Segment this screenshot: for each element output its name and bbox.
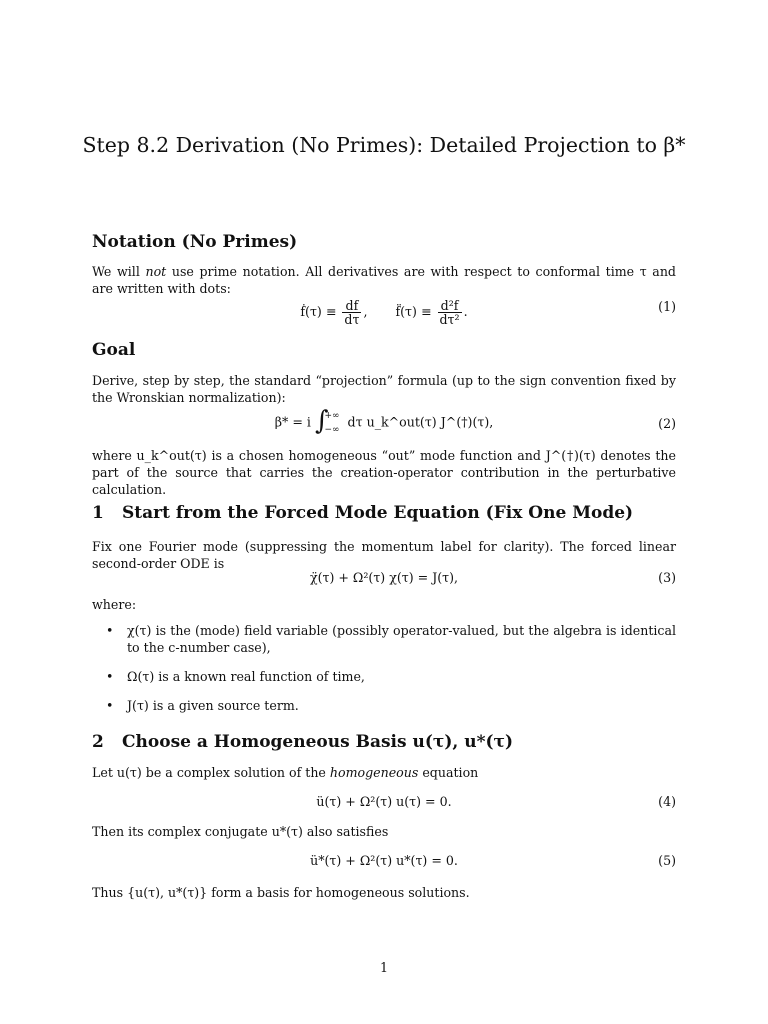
list-item xyxy=(92,622,676,656)
eq1-separator: , xyxy=(363,304,368,319)
eq3-body: χ̈(τ) + Ω²(τ) χ(τ) = J(τ), xyxy=(309,570,459,585)
bullet-text-3: J(τ) is a given source term. xyxy=(127,698,299,713)
equation-4 xyxy=(92,788,676,818)
page-number: 1 xyxy=(379,960,388,975)
eq1-den1: dτ xyxy=(344,312,360,327)
eq4-tag: (4) xyxy=(658,794,676,809)
eq2-lower-limit: −∞ xyxy=(324,425,340,435)
integral-sign: ∫ xyxy=(314,406,329,436)
heading-section-1 xyxy=(92,503,633,523)
eq5-tag: (5) xyxy=(658,853,676,868)
section-1-bullet-list xyxy=(92,622,676,726)
section-1-paragraph: Fix one Fourier mode (suppressing the momentum label for clarity). The forced linear second-order ODE is xyxy=(92,539,676,571)
bullet-icon: • xyxy=(106,669,114,684)
eq3-tag: (3) xyxy=(658,570,676,585)
bullet-icon: • xyxy=(106,623,114,638)
heading-goal: Goal xyxy=(92,340,136,360)
bullet-text-2: Ω(τ) is a known real function of time, xyxy=(127,669,365,684)
notation-emphasis: not xyxy=(145,264,167,279)
eq1-end: . xyxy=(463,304,468,319)
eq2-rhs: dτ u_k^out(τ) J^(†)(τ), xyxy=(347,414,494,430)
eq1-den2: dτ² xyxy=(439,312,460,327)
heading-section-2 xyxy=(92,732,513,752)
eq5-body: ü*(τ) + Ω²(τ) u*(τ) = 0. xyxy=(310,853,458,868)
eq1-lhs2: f̈(τ) ≡ xyxy=(395,304,436,319)
bullet-text-1: χ(τ) is the (mode) field variable (possibly operator-valued, but the algebra is identical to the c-number case), xyxy=(127,623,676,655)
goal-paragraph-2: where u_k^out(τ) is a chosen homogeneous “out” mode function and J^(†)(τ) denotes the part of the source that carries the creation-operator contribution in the perturbative calculation. xyxy=(92,448,676,497)
section-1-where: where: xyxy=(92,597,137,612)
section-2-number: 2 xyxy=(92,732,104,752)
eq1-lhs1: ḟ(τ) ≡ xyxy=(300,304,341,319)
heading-notation: Notation (No Primes) xyxy=(92,232,298,252)
equation-1 xyxy=(92,293,676,327)
eq1-tag: (1) xyxy=(658,299,676,314)
section-1-title: Start from the Forced Mode Equation (Fix One Mode) xyxy=(122,503,634,523)
equation-3 xyxy=(92,564,676,594)
eq1-num1: df xyxy=(342,299,361,313)
s2-emphasis: homogeneous xyxy=(329,765,419,780)
notation-text-a: We will xyxy=(92,264,146,279)
section-2-title: Choose a Homogeneous Basis u(τ), u*(τ) xyxy=(122,732,513,752)
s2-text-b: equation xyxy=(418,765,479,780)
eq1-fraction-2 xyxy=(438,299,462,326)
notation-text-b: use prime notation. All derivatives are with respect to conformal time τ and are written with dots: xyxy=(92,264,676,296)
list-item xyxy=(92,668,676,685)
goal-paragraph-1: Derive, step by step, the standard “projection” formula (up to the sign convention fixed by the Wronskian normalization): xyxy=(92,373,676,405)
eq2-tag: (2) xyxy=(658,416,676,431)
bullet-icon: • xyxy=(106,698,114,713)
equation-5 xyxy=(92,847,676,877)
list-item xyxy=(92,697,676,714)
s2-text-a: Let u(τ) be a complex solution of the xyxy=(92,765,330,780)
eq1-fraction-1 xyxy=(342,299,361,326)
notation-paragraph xyxy=(92,263,676,297)
section-2-paragraph-1 xyxy=(92,764,676,781)
section-2-paragraph-2: Then its complex conjugate u*(τ) also satisfies xyxy=(92,824,389,839)
section-1-number: 1 xyxy=(92,503,104,523)
section-2-paragraph-3: Thus {u(τ), u*(τ)} form a basis for homogeneous solutions. xyxy=(92,885,470,900)
eq2-lhs: β* = i xyxy=(274,414,311,430)
eq4-body: ü(τ) + Ω²(τ) u(τ) = 0. xyxy=(316,794,452,809)
eq2-upper-limit: +∞ xyxy=(324,411,340,421)
eq1-num2: d²f xyxy=(438,299,462,313)
document-title: Step 8.2 Derivation (No Primes): Detailed Projection to β* xyxy=(82,133,686,157)
equation-2 xyxy=(92,406,676,442)
